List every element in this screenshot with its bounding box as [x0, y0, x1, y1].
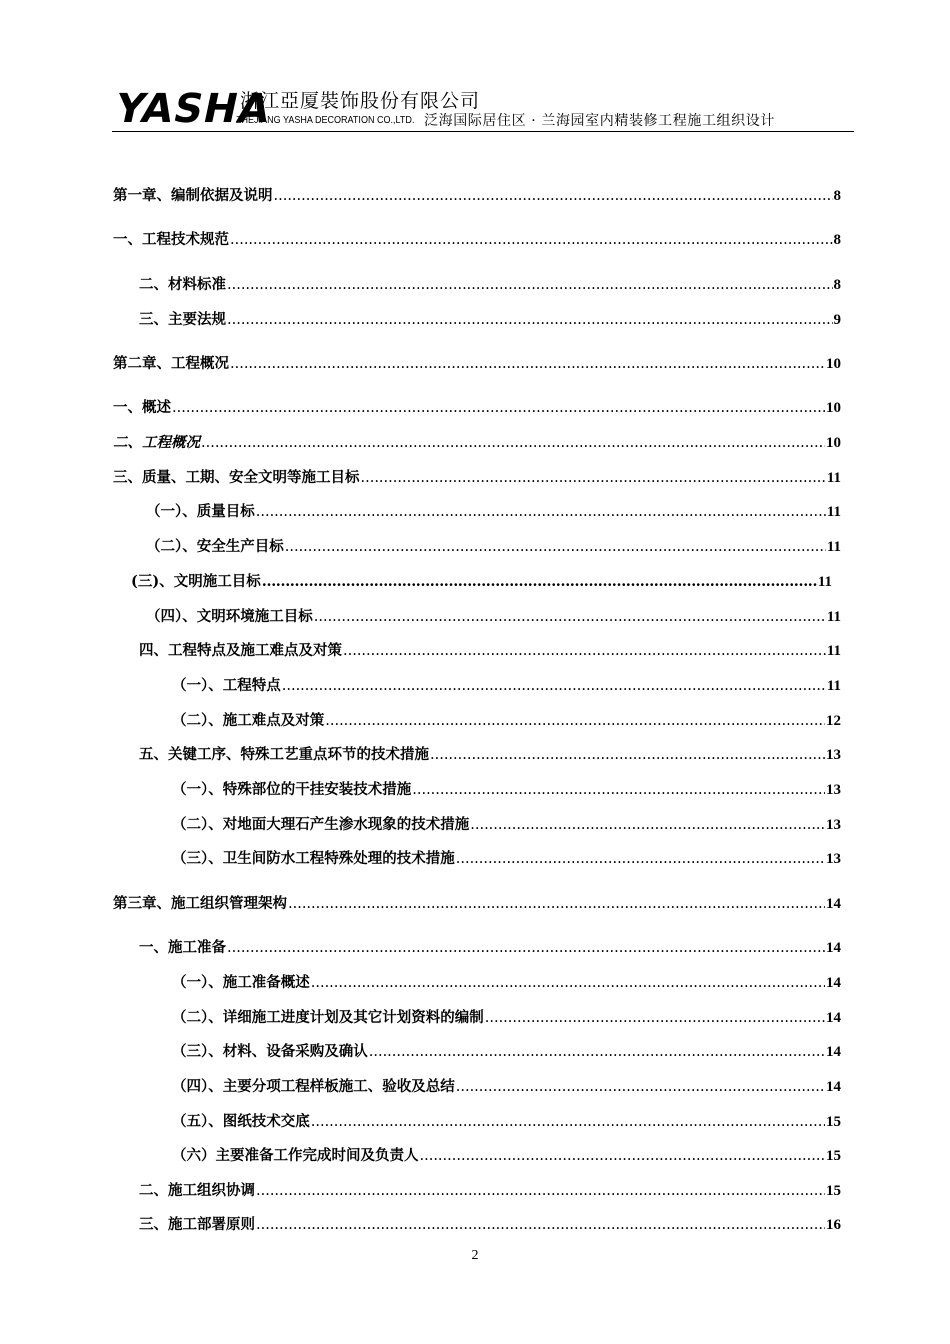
- toc-entry[interactable]: [113, 894, 841, 914]
- toc-leader: [325, 711, 825, 731]
- toc-entry-page: 10: [826, 400, 841, 416]
- toc-entry-page: 15: [826, 1114, 841, 1130]
- toc-entry-page: 11: [826, 609, 841, 625]
- toc-entry-title: 四、工程特点及施工难点及对策: [139, 642, 342, 659]
- page-number: 2: [471, 1248, 479, 1263]
- toc-entry-page: 8: [833, 277, 841, 293]
- toc-leader: [227, 310, 833, 330]
- toc-entry[interactable]: [146, 537, 841, 557]
- toc-entry-page: 14: [826, 1079, 841, 1095]
- toc-entry[interactable]: [146, 607, 841, 627]
- toc-entry-title: （四）、主要分项工程样板施工、验收及总结: [172, 1078, 455, 1095]
- toc-entry-page: 10: [826, 435, 841, 451]
- toc-entry-title: 一、施工准备: [139, 939, 226, 956]
- toc-entry-page: 14: [826, 940, 841, 956]
- toc-entry[interactable]: [131, 572, 832, 592]
- toc-entry-title: （二）、施工难点及对策: [172, 712, 325, 729]
- toc-leader: [230, 354, 825, 374]
- toc-leader: [256, 502, 826, 522]
- toc-entry-title: （一）、质量目标: [146, 503, 255, 520]
- toc-entry-page: 15: [826, 1148, 841, 1164]
- toc-entry[interactable]: [113, 354, 841, 374]
- toc-entry[interactable]: [113, 186, 841, 206]
- toc-entry-page: 11: [826, 678, 841, 694]
- page-header: [112, 88, 854, 134]
- toc-entry[interactable]: [172, 780, 841, 800]
- toc-leader: [343, 641, 826, 661]
- toc-leader: [201, 433, 825, 453]
- toc-entry-title: 一、概述: [113, 399, 171, 416]
- toc-entry-page: 9: [833, 312, 841, 328]
- toc-entry-page: 8: [833, 232, 841, 248]
- toc-entry-title: 三、施工部署原则: [139, 1216, 255, 1233]
- toc-entry-title: 第二章、工程概况: [113, 355, 229, 372]
- toc-entry-page: 13: [826, 817, 841, 833]
- toc-leader: [288, 894, 825, 914]
- toc-leader: [420, 1146, 826, 1166]
- toc-entry-title: 第三章、施工组织管理架构: [113, 895, 287, 912]
- toc-entry[interactable]: [113, 230, 841, 250]
- toc-entry[interactable]: [172, 1008, 841, 1028]
- project-title: 泛海国际居住区 · 兰海园室内精装修工程施工组织设计: [424, 113, 775, 129]
- toc-entry[interactable]: [139, 641, 841, 661]
- toc-entry-title: （一）、工程特点: [172, 677, 281, 694]
- toc-leader: [282, 676, 826, 696]
- toc-entry-title: (三)、文明施工目标: [131, 573, 261, 590]
- toc-leader: [274, 186, 833, 206]
- toc-entry-title: （一）、特殊部位的干挂安装技术措施: [172, 781, 412, 798]
- toc-entry-page: 13: [826, 782, 841, 798]
- toc-entry-title: （三）、材料、设备采购及确认: [172, 1043, 368, 1060]
- toc-leader: [230, 230, 833, 250]
- toc-entry-page: 11: [826, 504, 841, 520]
- toc-entry[interactable]: [139, 310, 841, 330]
- toc-entry-title: （二）、详细施工进度计划及其它计划资料的编制: [172, 1009, 484, 1026]
- toc-entry-title: （一）、施工准备概述: [172, 974, 310, 991]
- toc-leader: [456, 1077, 825, 1097]
- toc-leader: [285, 537, 826, 557]
- company-name-cn: 浙江亞厦裝饰股份有限公司: [240, 90, 481, 112]
- toc-entry-page: 14: [826, 1044, 841, 1060]
- toc-leader: [311, 973, 825, 993]
- toc-entry[interactable]: [172, 1077, 841, 1097]
- toc-entry[interactable]: [113, 468, 841, 488]
- toc-entry-page: 12: [826, 713, 841, 729]
- toc-leader: [314, 607, 826, 627]
- toc-entry[interactable]: [146, 502, 841, 522]
- toc-leader: [430, 745, 825, 765]
- toc-leader: [172, 398, 825, 418]
- toc-entry[interactable]: [172, 849, 841, 869]
- toc-leader: [311, 1112, 825, 1132]
- toc-entry[interactable]: [113, 433, 841, 453]
- toc-entry-title: 二、材料标准: [139, 276, 226, 293]
- toc-leader: [227, 275, 833, 295]
- toc-entry-title: （四）、文明环境施工目标: [146, 608, 313, 625]
- toc-entry-page: 11: [817, 574, 832, 590]
- toc-entry-page: 11: [826, 470, 841, 486]
- toc-leader: [262, 572, 817, 592]
- toc-entry-title: 三、主要法规: [139, 311, 226, 328]
- yasha-logo: YASHA: [111, 86, 276, 132]
- toc-entry-page: 15: [826, 1183, 841, 1199]
- toc-entry-page: 11: [826, 539, 841, 555]
- toc-entry[interactable]: [172, 1112, 841, 1132]
- toc-entry-page: 13: [826, 851, 841, 867]
- toc-entry[interactable]: [139, 1215, 841, 1235]
- toc-entry[interactable]: [139, 275, 841, 295]
- toc-entry-page: 14: [826, 975, 841, 991]
- toc-entry-title: 第一章、编制依据及说明: [113, 187, 273, 204]
- toc-entry[interactable]: [172, 1042, 841, 1062]
- toc-entry-page: 8: [833, 188, 841, 204]
- toc-leader: [256, 1181, 825, 1201]
- toc-entry-page: 10: [826, 356, 841, 372]
- toc-leader: [485, 1008, 825, 1028]
- toc-entry-title: 二、工程概况: [113, 434, 200, 451]
- toc-entry[interactable]: [139, 1181, 841, 1201]
- toc-entry-page: 16: [826, 1217, 841, 1233]
- toc-entry[interactable]: [172, 973, 841, 993]
- toc-entry[interactable]: [139, 938, 841, 958]
- toc-entry-title: 一、工程技术规范: [113, 231, 229, 248]
- toc-leader: [227, 938, 825, 958]
- toc-entry-title: （二）、安全生产目标: [146, 538, 284, 555]
- toc-entry-title: （六）主要准备工作完成时间及负责人: [172, 1147, 419, 1164]
- toc-entry[interactable]: [172, 711, 841, 731]
- toc-entry-title: （三）、卫生间防水工程特殊处理的技术措施: [172, 850, 455, 867]
- toc-entry-page: 11: [826, 643, 841, 659]
- toc-leader: [361, 468, 826, 488]
- toc-entry-title: 三、质量、工期、安全文明等施工目标: [113, 469, 360, 486]
- header-divider: [112, 131, 854, 132]
- toc-leader: [456, 849, 825, 869]
- toc-entry-page: 14: [826, 1010, 841, 1026]
- toc-leader: [412, 780, 825, 800]
- toc-entry-page: 13: [826, 747, 841, 763]
- toc-entry[interactable]: [113, 398, 841, 418]
- company-name-en: ZHEJIANG YASHA DECORATION CO.,LTD.: [236, 114, 415, 126]
- toc-leader: [369, 1042, 825, 1062]
- toc-entry[interactable]: [139, 745, 841, 765]
- toc-entry-title: 五、关键工序、特殊工艺重点环节的技术措施: [139, 746, 429, 763]
- toc-entry-title: （五）、图纸技术交底: [172, 1113, 310, 1130]
- toc-entry[interactable]: [172, 676, 841, 696]
- toc-leader: [470, 815, 825, 835]
- toc-entry-title: 二、施工组织协调: [139, 1182, 255, 1199]
- toc-entry-page: 14: [826, 896, 841, 912]
- toc-entry-title: （二）、对地面大理石产生渗水现象的技术措施: [172, 816, 470, 833]
- toc-leader: [256, 1215, 825, 1235]
- toc-entry[interactable]: [172, 815, 841, 835]
- toc-entry[interactable]: [172, 1146, 841, 1166]
